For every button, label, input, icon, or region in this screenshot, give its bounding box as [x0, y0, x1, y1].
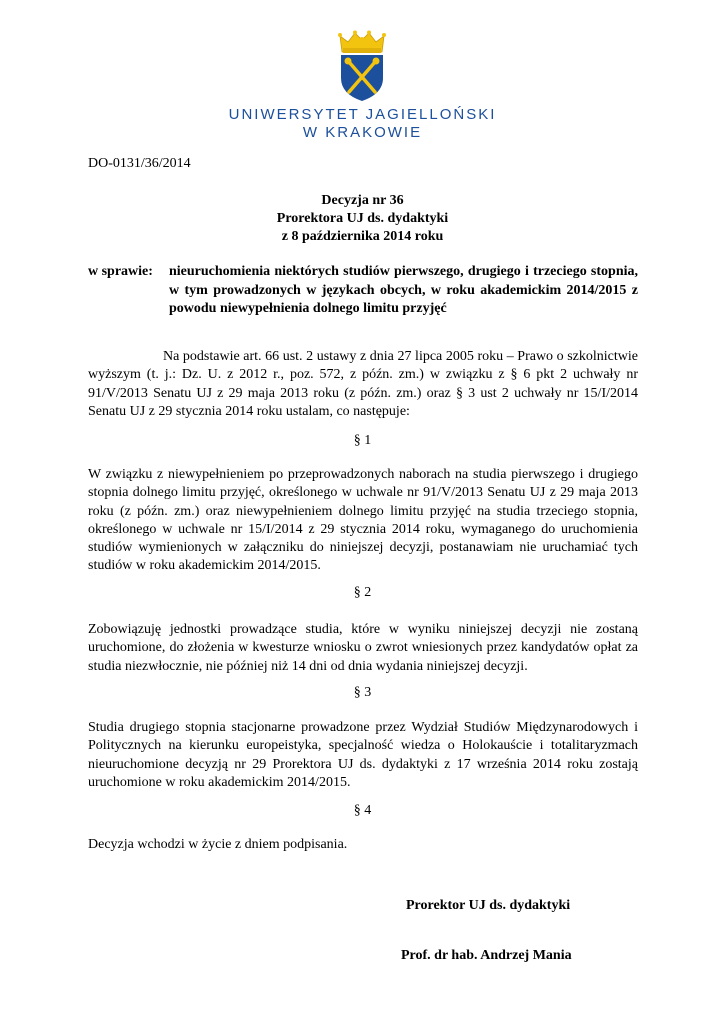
crown-icon	[338, 31, 386, 54]
section-text-2: Zobowiązuję jednostki prowadzące studia, które w wyniku niniejszej decyzji nie zostaną uruchomione, do złożenia w kwesturze wniosku o zwrot wniesionych przez kandydatów opłat za studia niezwłocznie, nie później niż 14 dni od dnia wydania niniejszej decyzji.	[88, 622, 638, 674]
university-name: UNIWERSYTET JAGIELLOŃSKI	[228, 106, 497, 123]
decision-date: z 8 października 2014 roku	[281, 229, 444, 244]
legal-basis-paragraph: Na podstawie art. 66 ust. 2 ustawy z dnia 27 lipca 2005 roku – Prawo o szkolnictwie wyższym (t. j.: Dz. U. z 2012 r., poz. 572, z późn. zm.) w związku z § 6 pkt 2 uchwały nr 91/V/2013 Senatu UJ z 29 maja 2013 roku (z późn. zm.) oraz § 3 ust 2 uchwały nr 15/I/2014 Senatu UJ z 29 stycznia 2014 roku ustalam, co następuje:	[88, 349, 638, 419]
signature-name: Prof. dr hab. Andrzej Mania	[401, 948, 572, 963]
section-mark-2: § 2	[353, 585, 372, 600]
subject-text: nieuruchomienia niektórych studiów pierwszego, drugiego i trzeciego stopnia, w tym prowadzonych w językach obcych, w roku akademickim 2014/2015 z powodu niewypełnienia dolnego limitu przyjęć	[169, 264, 638, 316]
section-text-3: Studia drugiego stopnia stacjonarne prowadzone przez Wydział Studiów Międzynarodowych i Politycznych na kierunku europeistyka, specjalność wiedza o Holokauście i totalitaryzmach nieuruchomione decyzją nr 29 Prorektora UJ ds. dydaktyki z 17 września 2014 roku zostają uruchomione w roku akademickim 2014/2015.	[88, 720, 638, 790]
document-reference-number: DO-0131/36/2014	[88, 156, 191, 171]
section-text-4: Decyzja wchodzi w życie z dniem podpisania.	[88, 837, 348, 852]
section-mark-1: § 1	[353, 433, 372, 448]
university-crest-icon	[337, 30, 387, 102]
section-text-1: W związku z niewypełnieniem po przeprowadzonych naborach na studia pierwszego i drugiego stopnia dolnego limitu przyjęć, określonego w uchwale nr 91/V/2013 Senatu UJ z 29 maja 2013 roku (z późn. zm.) oraz niewypełnieniem dolnego limitu przyjęć na studia trzeciego stopnia, określonego w uchwale nr 15/I/2014 z 29 stycznia 2014 roku, wymaganego do uruchomienia studiów wymienionych w załączniku do niniejszej decyzji, postanawiam nie uruchamiać tych studiów w roku akademickim 2014/2015.	[88, 467, 638, 574]
university-city: W KRAKOWIE	[302, 124, 423, 141]
decision-title: Decyzja nr 36	[321, 193, 404, 208]
decision-issuer: Prorektora UJ ds. dydaktyki	[276, 211, 449, 226]
section-mark-4: § 4	[353, 803, 372, 818]
section-mark-3: § 3	[353, 685, 372, 700]
subject-label: w sprawie:	[88, 264, 153, 279]
signature-title: Prorektor UJ ds. dydaktyki	[406, 898, 571, 913]
